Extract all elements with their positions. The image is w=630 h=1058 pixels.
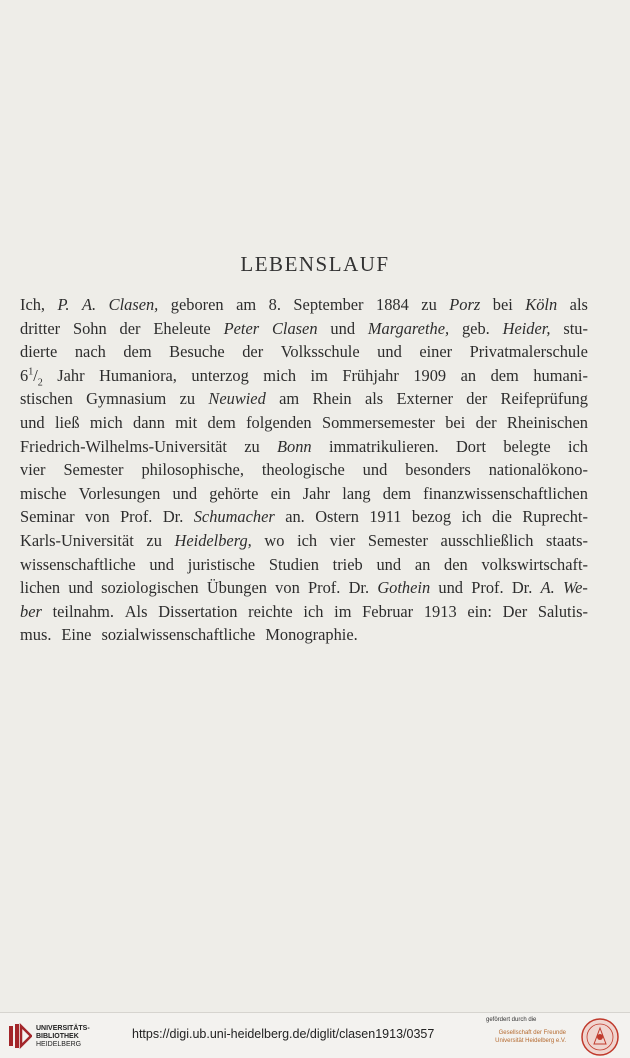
text-line: Seminar von Prof. Dr. Schumacher an. Ostern 1911 bezog ich die Ruprecht- xyxy=(20,507,588,527)
text-line: ber teilnahm. Als Dissertation reichte ich im Februar 1913 ein: Der Salutis- xyxy=(20,601,588,621)
sponsor-name: Gesellschaft der Freunde Universität Heidelberg e.V. xyxy=(495,1030,566,1044)
text-line: dierte nach dem Besuche der Volksschule und einer Privatmalerschule xyxy=(20,342,588,362)
university-seal-icon xyxy=(580,1017,620,1057)
sponsor-note: gefördert durch die xyxy=(486,1017,537,1023)
text-line: Ich, P. A. Clasen, geboren am 8. September 1884 zu Porz bei Köln als xyxy=(20,295,588,314)
text-line: mische Vorlesungen und gehörte ein Jahr lang dem finanzwissenschaftlichen xyxy=(20,483,588,503)
text-line: dritter Sohn der Eheleute Peter Clasen und Margarethe, geb. Heider, stu- xyxy=(20,318,588,338)
text-line: $6^1/_2$ Jahr Humaniora, unterzog mich im Frühjahr 1909 an dem humani- xyxy=(20,365,588,389)
text-line: mus. Eine sozialwissenschaftliche Monographie. xyxy=(20,625,358,645)
footer-bar xyxy=(0,1012,630,1058)
page-title: LEBENSLAUF xyxy=(240,252,390,276)
text-line: und ließ mich dann mit dem folgenden Sommersemester bei der Rheinischen xyxy=(20,412,588,432)
text-line: lichen und soziologischen Übungen von Prof. Dr. Gothein und Prof. Dr. A. We- xyxy=(20,578,588,598)
permalink-url[interactable]: https://digi.ub.uni-heidelberg.de/diglit/clasen1913/0357 xyxy=(132,1027,435,1041)
body-text xyxy=(20,293,588,647)
text-line: stischen Gymnasium zu Neuwied am Rhein als Externer der Reifeprüfung xyxy=(20,389,588,409)
text-line: Karls-Universität zu Heidelberg, wo ich vier Semester ausschließlich staats- xyxy=(20,530,588,550)
text-line: Friedrich-Wilhelms-Universität zu Bonn immatrikulieren. Dort belegte ich xyxy=(20,436,588,456)
library-logo-icon xyxy=(8,1023,32,1049)
text-line: wissenschaftliche und juristische Studien trieb und an den volkswirtschaft- xyxy=(20,554,588,574)
text-line: vier Semester philosophische, theologische und besonders nationalökono- xyxy=(20,460,588,480)
library-name: UNIVERSITÄTS- BIBLIOTHEK HEIDELBERG xyxy=(36,1025,90,1048)
